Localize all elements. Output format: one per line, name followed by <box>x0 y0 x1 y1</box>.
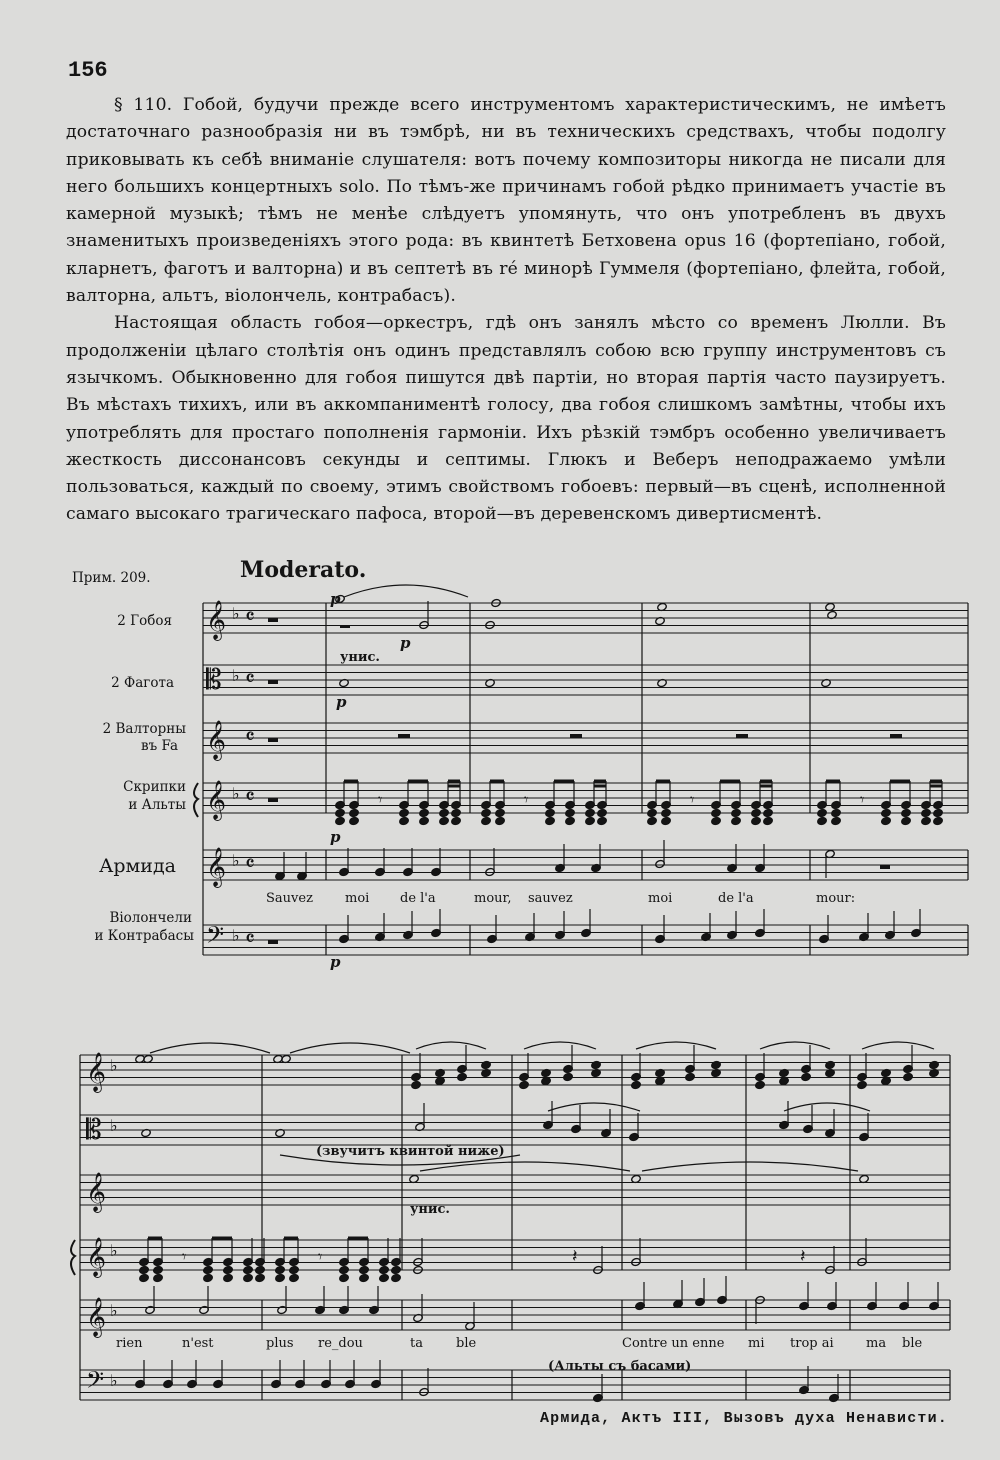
string-chord-note <box>439 808 450 817</box>
string-chord-note <box>881 816 892 825</box>
string-chord-note <box>565 808 576 817</box>
alto-clef-icon: 𝄡 <box>86 1113 102 1146</box>
label-cellos: Віолончели <box>109 910 192 926</box>
treble-clef-icon: 𝄞 <box>206 600 227 640</box>
oboe-chord-note <box>755 1080 766 1089</box>
string-chord-note <box>751 816 762 825</box>
string-chord-note <box>451 808 462 817</box>
string-chord-note <box>439 816 450 825</box>
oboe-chord-note <box>801 1072 812 1081</box>
string-chord-note <box>495 816 506 825</box>
oboe-slur <box>290 1043 410 1053</box>
label-bassoons: 2 Фагота <box>111 675 174 691</box>
marking-violas-with-basses: (Альты съ басами) <box>548 1359 692 1374</box>
lyric-4: mour, <box>474 891 512 906</box>
string-chord-note <box>763 808 774 817</box>
flat-icon: ♭ <box>110 1241 118 1260</box>
string-chord-note <box>379 1265 390 1274</box>
dynamic-p-basses: p <box>330 953 341 971</box>
oboe-slur <box>416 1042 486 1049</box>
example-caption: Армида, Актъ III, Вызовъ духа Ненависти. <box>539 1410 948 1427</box>
lyric-2: moi <box>345 891 370 906</box>
string-chord-note <box>817 816 828 825</box>
string-chord-note <box>139 1265 150 1274</box>
lyric-18: ma <box>866 1336 887 1351</box>
string-chord-note <box>339 1273 350 1282</box>
string-chord-note <box>565 816 576 825</box>
flat-icon: ♭ <box>110 1371 118 1390</box>
string-chord-note <box>289 1273 300 1282</box>
string-chord-note <box>481 816 492 825</box>
treble-clef-icon: 𝄞 <box>86 1052 107 1092</box>
lyric-16: mi <box>748 1336 765 1351</box>
bass-clef-icon: 𝄢 <box>206 921 225 954</box>
string-chord-note <box>349 808 360 817</box>
page-number: 156 <box>68 58 108 83</box>
horn-slur <box>642 1162 858 1171</box>
flat-icon: ♭ <box>232 604 240 623</box>
rest <box>340 625 350 628</box>
oboe-chord-note <box>481 1060 492 1069</box>
body-text <box>66 92 946 529</box>
string-chord-note <box>545 816 556 825</box>
string-chord-note <box>597 808 608 817</box>
flat-icon: ♭ <box>110 1116 118 1135</box>
string-chord-note <box>933 816 944 825</box>
quarter-rest-icon: 𝄽 <box>572 1246 578 1267</box>
string-chord-note <box>255 1273 266 1282</box>
lyric-7: de l'a <box>718 891 754 906</box>
strings-bracket <box>194 783 198 817</box>
whole-rest <box>736 734 748 738</box>
string-chord-note <box>751 808 762 817</box>
oboe-chord-note <box>685 1072 696 1081</box>
string-chord-note <box>933 808 944 817</box>
label-basses: и Контрабасы <box>94 928 194 944</box>
bass-clef-icon: 𝄢 <box>86 1366 105 1399</box>
oboe-chord-note <box>519 1080 530 1089</box>
string-chord-note <box>763 816 774 825</box>
string-chord-note <box>647 816 658 825</box>
oboe-slur <box>760 1042 830 1049</box>
oboe-chord-note <box>903 1072 914 1081</box>
label-oboes: 2 Гобоя <box>117 613 172 629</box>
lyric-11: plus <box>266 1336 294 1351</box>
whole-rest <box>890 734 902 738</box>
string-chord-note <box>275 1273 286 1282</box>
label-violas: и Альты <box>128 797 186 813</box>
string-chord-note <box>399 816 410 825</box>
common-time-icon: 𝄴 <box>245 852 255 877</box>
string-chord-note <box>661 808 672 817</box>
string-chord-note <box>203 1273 214 1282</box>
dynamic-p-bassoon: p <box>336 693 347 711</box>
string-chord-note <box>661 816 672 825</box>
lyric-17: trop ai <box>790 1336 834 1351</box>
music-example <box>0 555 1000 1405</box>
string-chord-note <box>647 808 658 817</box>
dynamic-p-oboe-2: p <box>400 634 411 652</box>
marking-unison-1: унис. <box>340 650 380 665</box>
string-chord-note <box>451 816 462 825</box>
flat-icon: ♭ <box>232 666 240 685</box>
lyric-13: ta <box>410 1336 423 1351</box>
string-chord-note <box>153 1273 164 1282</box>
marking-unison-2: унис. <box>410 1202 450 1217</box>
whole-rest <box>398 734 410 738</box>
oboe-slur <box>344 585 468 597</box>
string-chord-note <box>901 816 912 825</box>
string-chord-note <box>289 1265 300 1274</box>
oboe-slur <box>636 1042 716 1049</box>
dynamic-p-oboe-1: p <box>330 590 341 608</box>
rest <box>268 738 278 742</box>
treble-clef-icon: 𝄞 <box>86 1297 107 1337</box>
label-horns-key: въ Fa <box>141 738 178 754</box>
oboe-chord-note <box>563 1072 574 1081</box>
string-chord-note <box>831 808 842 817</box>
lyric-9: rien <box>116 1336 143 1351</box>
string-chord-note <box>335 816 346 825</box>
bassoon-slur <box>548 1103 640 1111</box>
lyric-12: re_dou <box>318 1336 363 1351</box>
flat-icon: ♭ <box>232 851 240 870</box>
label-violins: Скрипки <box>123 779 186 795</box>
string-chord-note <box>817 808 828 817</box>
oboe-chord-note <box>457 1072 468 1081</box>
common-time-icon: 𝄴 <box>245 927 255 952</box>
treble-clef-icon: 𝄞 <box>206 720 227 760</box>
oboe-slur <box>862 1042 934 1049</box>
treble-clef-icon: 𝄞 <box>206 847 227 887</box>
eighth-rest-icon: 𝄾 <box>378 790 383 809</box>
oboe-chord-note <box>857 1080 868 1089</box>
rest <box>268 940 278 944</box>
lyric-8: mour: <box>816 891 856 906</box>
common-time-icon: 𝄴 <box>245 785 255 810</box>
string-chord-note <box>349 816 360 825</box>
lyric-1: Sauvez <box>266 891 313 906</box>
string-chord-note <box>339 1265 350 1274</box>
string-chord-note <box>359 1273 370 1282</box>
oboe-chord-note <box>929 1060 940 1069</box>
lyric-3: de l'a <box>400 891 436 906</box>
paragraph-110: § 110. Гобой, будучи прежде всего инструментомъ характеристическимъ, не имѣетъ достаточнаго разнообразія ни въ тэмбрѣ, ни въ техническихъ средствахъ, чтобы подолгу приковывать къ себѣ вниманіе слушателя: вотъ почему композиторы никогда не писали для него большихъ концертныхъ solo. По тѣмъ-же причинамъ гобой рѣдко принимаетъ участіе въ камерной музыкѣ; тѣмъ не менѣе слѣдуетъ упомянуть, что онъ употребленъ въ двухъ знаменитыхъ произведеніяхъ этого рода: въ квинтетѣ Бетховена opus 16 (фортепіано, гобой, кларнетъ, фаготъ и валторна) и въ септетѣ въ ré минорѣ Гуммеля (фортепіано, флейта, гобой, валторна, альтъ, віолончель, контрабасъ). <box>66 95 946 307</box>
lyric-10: n'est <box>182 1336 214 1351</box>
eighth-rest-icon: 𝄾 <box>860 790 865 809</box>
string-chord-note <box>335 808 346 817</box>
string-chord-note <box>597 816 608 825</box>
string-chord-note <box>831 816 842 825</box>
string-chord-note <box>711 816 722 825</box>
flat-icon: ♭ <box>110 1056 118 1075</box>
paragraph-oboe-orchestra: Настоящая область гобоя—оркестръ, гдѣ онъ занялъ мѣсто со временъ Люлли. Въ продолженіи цѣлаго столѣтія онъ одинъ представлялъ собою всю группу инструментовъ съ язычкомъ. Обыкновенно для гобоя пишутся двѣ партіи, но вторая партія часто паузируетъ. Въ мѣстахъ тихихъ, или въ аккомпаниментѣ голосу, два гобоя слишкомъ замѣтны, чтобы ихъ употреблять для простаго пополненія гармоніи. Ихъ рѣзкій тэмбръ особенно увеличиваетъ жесткость диссонансовъ секунды и септимы. Глюкъ и Веберъ неподражаемо умѣли пользоваться, каждый по своему, этимъ свойствомъ гобоевъ: первый—въ сценѣ, исполненной самаго высокаго трагическаго пафоса, второй—въ деревенскомъ дивертисментѣ. <box>66 313 946 525</box>
lyric-5: sauvez <box>528 891 573 906</box>
string-chord-note <box>139 1273 150 1282</box>
quarter-rest-icon: 𝄽 <box>800 1246 806 1267</box>
string-chord-note <box>391 1273 402 1282</box>
rest <box>268 798 278 802</box>
example-label: Прим. 209. <box>72 570 151 586</box>
string-chord-note <box>399 808 410 817</box>
string-chord-note <box>731 808 742 817</box>
treble-clef-icon: 𝄞 <box>86 1172 107 1212</box>
rest <box>268 680 278 684</box>
oboe-chord-note <box>591 1060 602 1069</box>
treble-clef-icon: 𝄞 <box>86 1237 107 1277</box>
string-chord-note <box>585 808 596 817</box>
string-chord-note <box>275 1265 286 1274</box>
string-chord-note <box>223 1273 234 1282</box>
common-time-icon: 𝄴 <box>245 605 255 630</box>
treble-clef-icon: 𝄞 <box>206 780 227 820</box>
lyric-14: ble <box>456 1336 477 1351</box>
oboe-slur <box>150 1043 270 1053</box>
string-chord-note <box>545 808 556 817</box>
string-chord-note <box>359 1265 370 1274</box>
string-chord-note <box>243 1265 254 1274</box>
flat-icon: ♭ <box>110 1301 118 1320</box>
lyric-15: Contre un enne <box>622 1336 725 1351</box>
string-chord-note <box>419 808 430 817</box>
label-horns: 2 Валторны <box>102 721 186 737</box>
common-time-icon: 𝄴 <box>245 667 255 692</box>
common-time-icon: 𝄴 <box>245 725 255 750</box>
marking-fifth-lower: (звучитъ квинтой ниже) <box>316 1144 505 1159</box>
eighth-rest-icon: 𝄾 <box>524 790 529 809</box>
string-chord-note <box>203 1265 214 1274</box>
string-chord-note <box>243 1273 254 1282</box>
string-chord-note <box>419 816 430 825</box>
string-chord-note <box>481 808 492 817</box>
string-chord-note <box>495 808 506 817</box>
string-chord-note <box>585 816 596 825</box>
bassoon-slur <box>784 1103 870 1111</box>
string-chord-note <box>881 808 892 817</box>
rest <box>880 865 890 869</box>
eighth-rest-icon: 𝄾 <box>318 1247 323 1266</box>
string-chord-note <box>921 816 932 825</box>
string-chord-note <box>153 1265 164 1274</box>
oboe-chord-note <box>631 1080 642 1089</box>
label-armida: Армида <box>98 855 176 877</box>
string-chord-note <box>379 1273 390 1282</box>
oboe-chord-note <box>411 1080 422 1089</box>
whole-rest <box>570 734 582 738</box>
string-chord-note <box>391 1265 402 1274</box>
strings-bracket <box>71 1240 75 1275</box>
dynamic-p-strings: p <box>330 828 341 846</box>
flat-icon: ♭ <box>232 784 240 803</box>
oboe-chord-note <box>711 1060 722 1069</box>
lyric-6: moi <box>648 891 673 906</box>
lyric-19: ble <box>902 1336 923 1351</box>
string-chord-note <box>731 816 742 825</box>
tempo-marking: Moderato. <box>240 557 367 583</box>
eighth-rest-icon: 𝄾 <box>690 790 695 809</box>
string-chord-note <box>901 808 912 817</box>
string-chord-note <box>921 808 932 817</box>
eighth-rest-icon: 𝄾 <box>182 1247 187 1266</box>
string-chord-note <box>711 808 722 817</box>
string-chord-note <box>255 1265 266 1274</box>
alto-clef-icon: 𝄡 <box>206 663 222 696</box>
oboe-chord-note <box>825 1060 836 1069</box>
rest <box>268 618 278 622</box>
string-chord-note <box>223 1265 234 1274</box>
flat-icon: ♭ <box>232 926 240 945</box>
oboe-slur <box>524 1042 596 1049</box>
